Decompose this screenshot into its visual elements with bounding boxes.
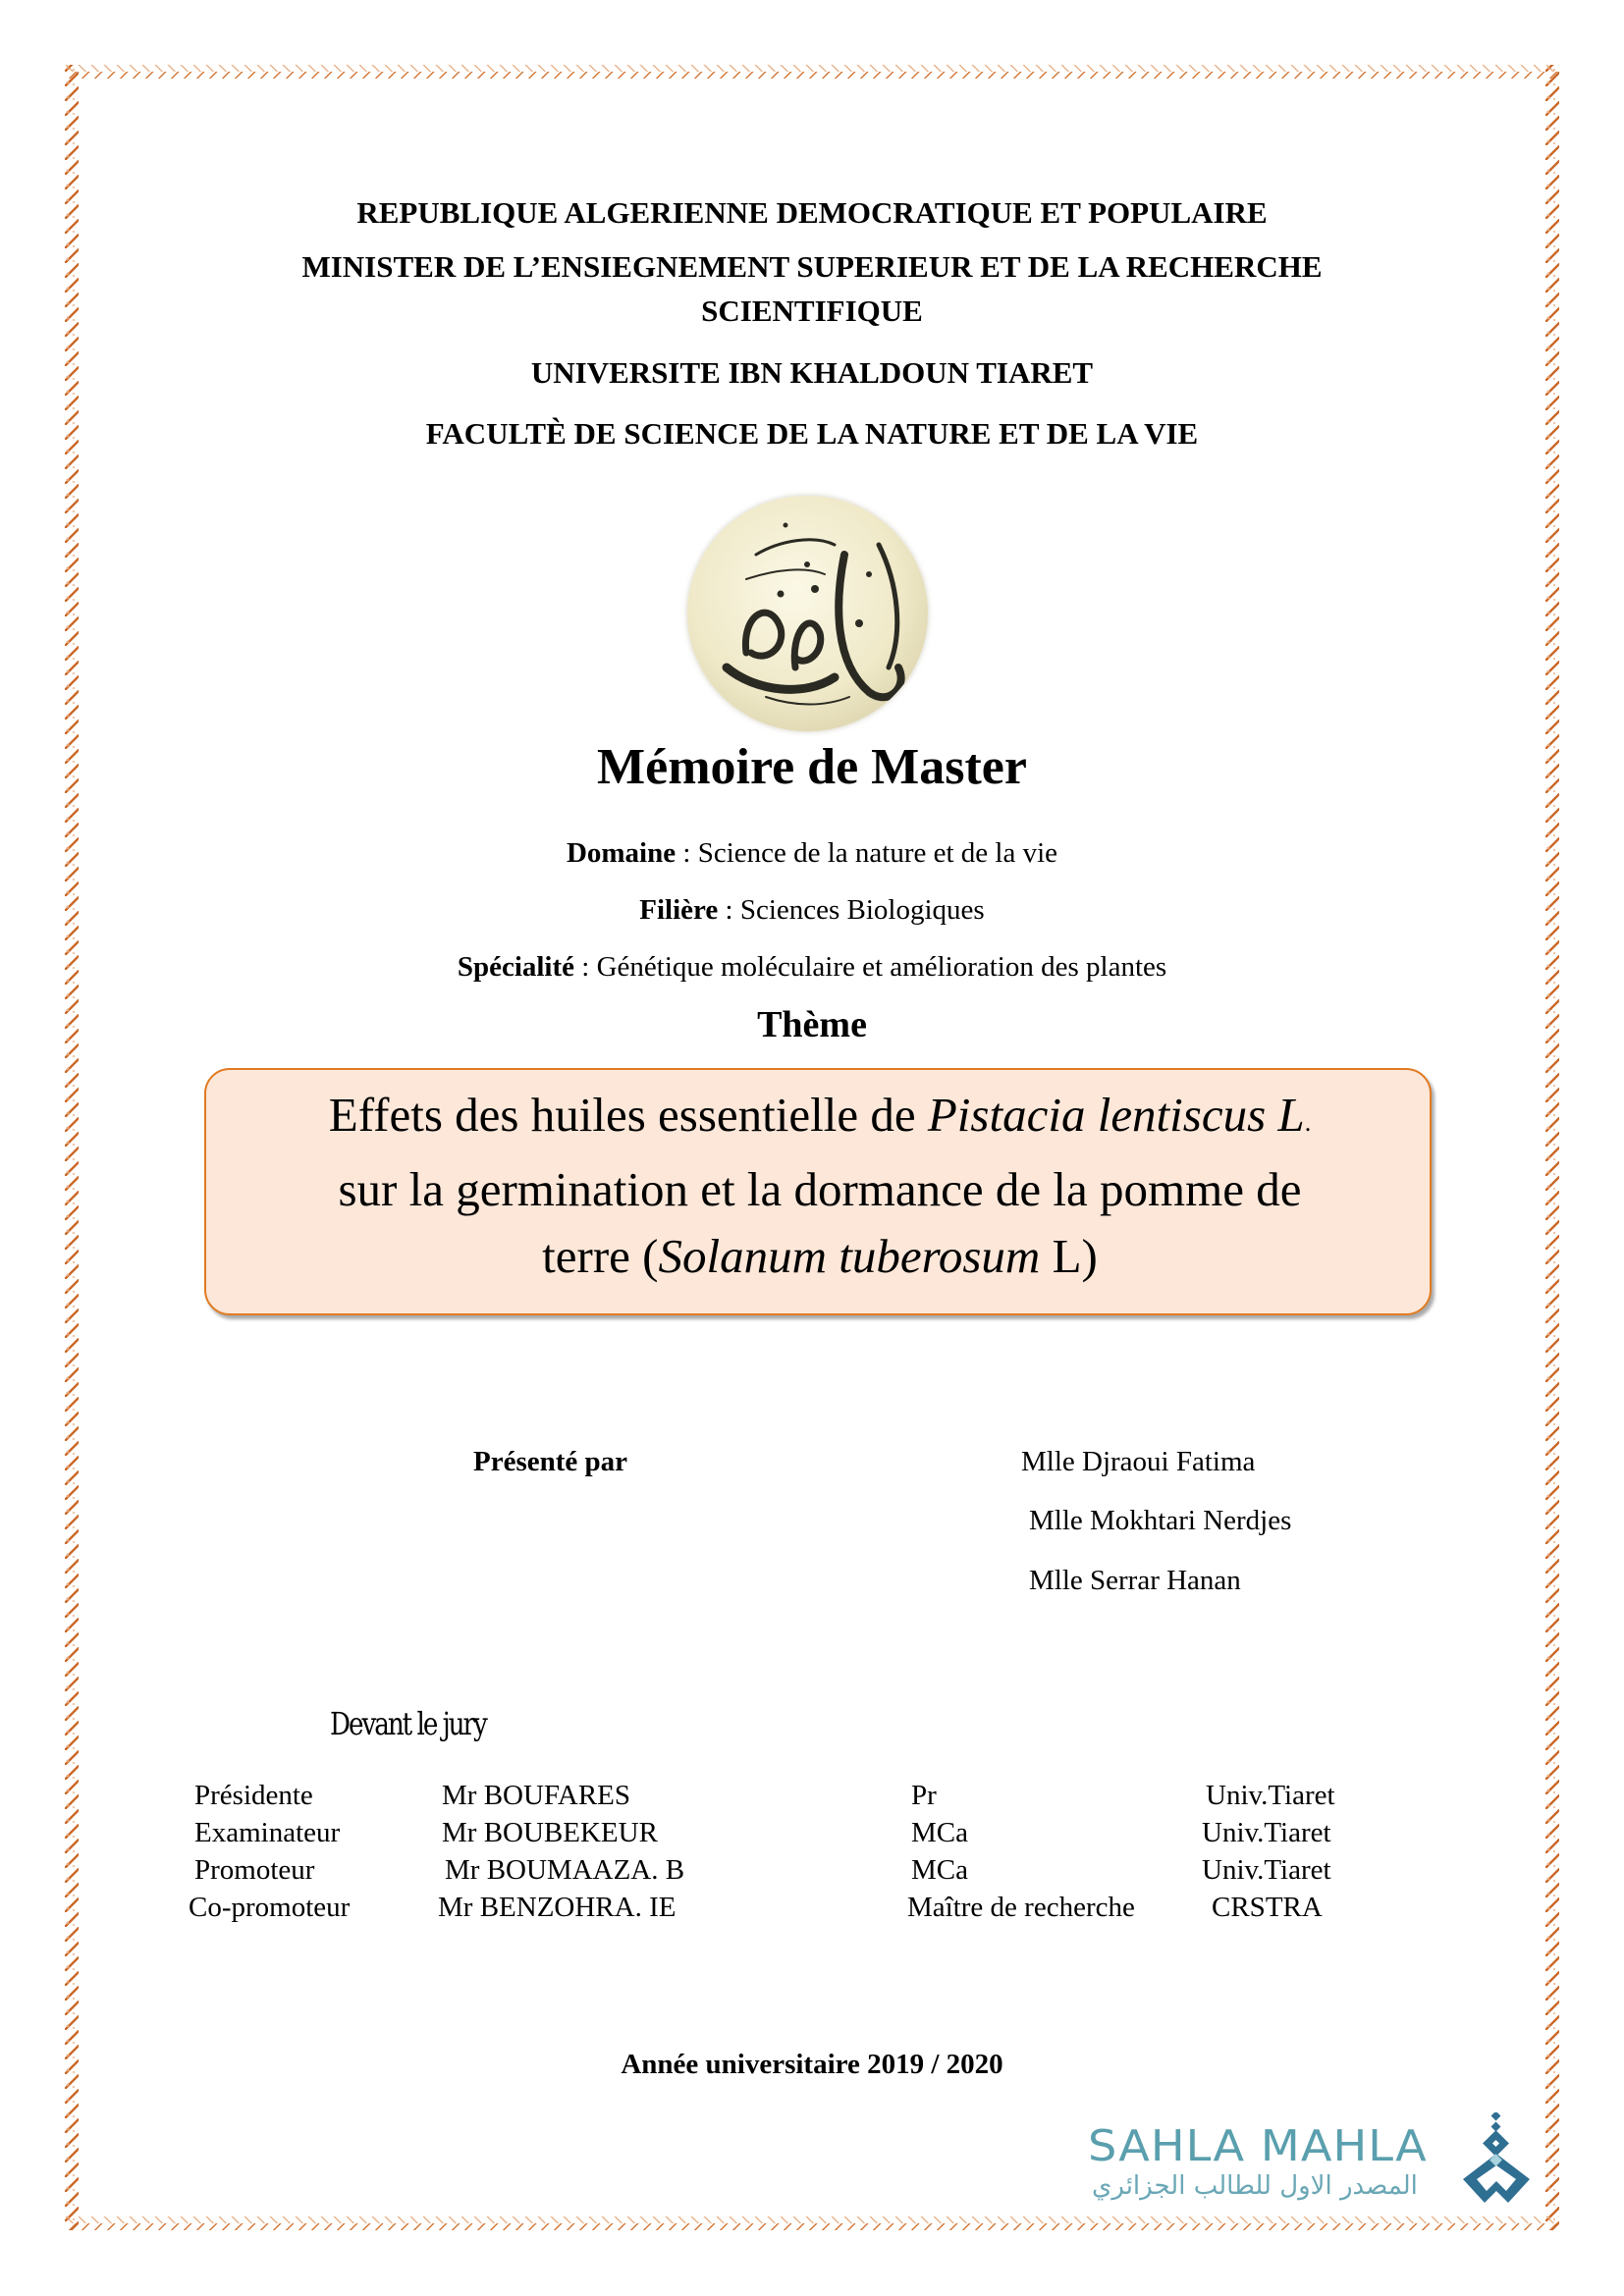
sahla-mahla-watermark [1088,2122,1520,2211]
university-seal-icon [687,496,928,731]
jury-label: Devant le jury [330,1705,486,1742]
theme-line-3 [226,1223,1414,1290]
presented-by-label: Présenté par [473,1446,628,1477]
jury-grade: Pr [911,1780,937,1811]
field-specialite-value: Génétique moléculaire et amélioration des plantes [596,951,1167,983]
student-name: Mlle Mokhtari Nerdjes [1029,1505,1292,1536]
jury-role: Présidente [194,1780,313,1811]
theme-line-2: sur la germination et la dormance de la pomme de [338,1162,1302,1216]
sahla-mahla-title: SAHLA MAHLA [1088,2121,1428,2171]
theme-line-3-suffix: L) [1040,1229,1098,1283]
field-domain-label: Domaine [566,837,677,869]
jury-name: Mr BOUFARES [442,1780,631,1811]
jury-role: Examinateur [194,1817,341,1848]
student-name: Mlle Djraoui Fatima [1021,1446,1256,1477]
jury-institution: CRSTRA [1212,1892,1323,1923]
jury-name: Mr BENZOHRA. IE [438,1892,677,1923]
field-filiere-label: Filière [639,894,719,926]
field-specialite [0,950,1624,984]
theme-label: Thème [757,1004,867,1045]
jury-institution: Univ.Tiaret [1206,1780,1335,1811]
jury-name: Mr BOUMAAZA. B [445,1854,685,1886]
document-title: Mémoire de Master [597,739,1027,795]
field-domain-separator: : [676,837,698,869]
field-filiere-separator: : [718,894,740,926]
theme-species-1: Pistacia lentiscus L [927,1088,1305,1142]
theme-line-1-text: Effets des huiles essentielle de [328,1088,928,1142]
field-specialite-label: Spécialité [457,951,575,983]
theme-line-1 [226,1082,1414,1156]
theme-species-2: Solanum tuberosum [658,1229,1041,1283]
header-faculty: FACULTÈ DE SCIENCE DE LA NATURE ET DE LA VIE [425,416,1199,451]
header-ministry: MINISTER DE L’ENSIEGNEMENT SUPERIEUR ET DE LA RECHERCHE [301,249,1323,284]
theme-line-3-text: terre ( [542,1229,659,1283]
jury-grade: Maître de recherche [907,1892,1135,1923]
field-specialite-separator: : [574,951,597,983]
field-filiere [0,893,1624,927]
academic-year: Année universitaire 2019 / 2020 [621,2049,1003,2080]
jury-institution: Univ.Tiaret [1202,1817,1331,1848]
jury-grade: MCa [911,1817,968,1848]
student-name: Mlle Serrar Hanan [1029,1565,1241,1596]
header-university: UNIVERSITE IBN KHALDOUN TIARET [530,355,1094,390]
page-border-top [65,65,1559,79]
jury-grade: MCa [911,1854,968,1886]
jury-role: Promoteur [194,1854,315,1886]
sahla-mahla-logo-icon [1461,2112,1532,2211]
jury-role: Co-promoteur [189,1892,351,1923]
theme-line-1-suffix: . [1304,1108,1312,1137]
page-border-bottom [65,2216,1559,2230]
field-filiere-value: Sciences Biologiques [739,894,985,926]
theme-title [226,1082,1414,1290]
jury-name: Mr BOUBEKEUR [442,1817,658,1848]
field-domain-value: Science de la nature et de la vie [697,837,1058,869]
field-domain [0,836,1624,870]
sahla-mahla-subtitle: المصدر الاول للطالب الجزائري [1092,2171,1418,2201]
jury-institution: Univ.Tiaret [1202,1854,1331,1886]
header-republic: REPUBLIQUE ALGERIENNE DEMOCRATIQUE ET POPULAIRE [356,195,1268,230]
header-ministry-cont: SCIENTIFIQUE [701,294,923,328]
